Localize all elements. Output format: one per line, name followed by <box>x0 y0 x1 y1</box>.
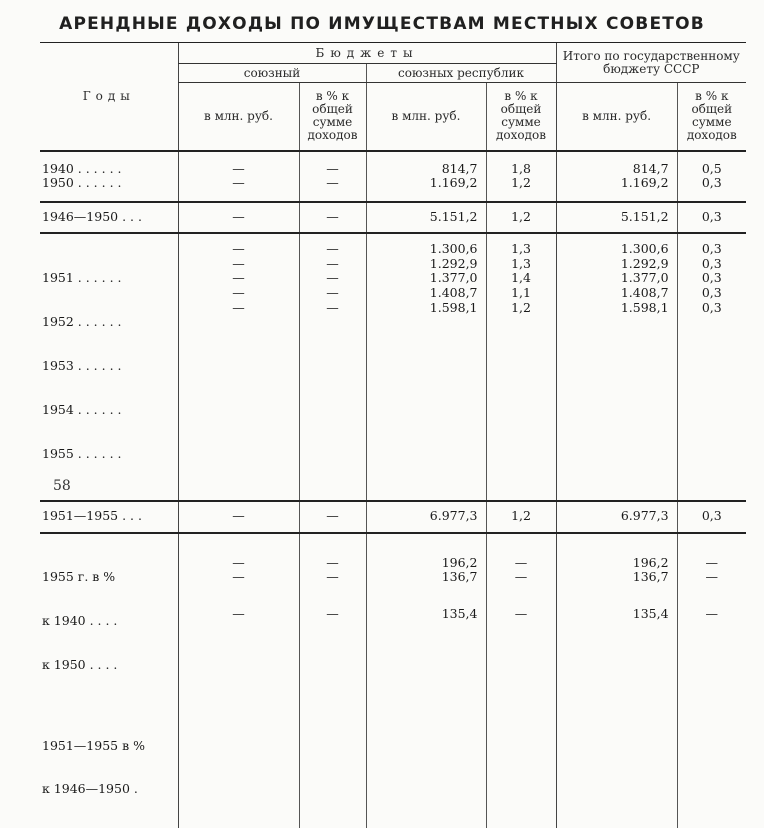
value: — <box>514 569 528 585</box>
blank <box>678 541 747 556</box>
year-label: 1946—1950 . . . <box>40 202 178 234</box>
value: — <box>326 270 339 286</box>
value: — <box>232 285 245 301</box>
spacer <box>179 585 299 593</box>
year-cell <box>40 233 178 501</box>
value: — <box>232 299 245 315</box>
blank <box>300 541 366 556</box>
value: 1.408,7 <box>620 285 669 301</box>
union-pct-cell: — <box>299 501 366 533</box>
value: 1.300,6 <box>620 241 669 257</box>
rep-mln-cell: 5.151,2 <box>366 202 486 234</box>
year-label: 1955 . . . . . . <box>42 445 122 461</box>
value: 1.598,1 <box>620 299 669 315</box>
value: 1,3 <box>511 255 531 271</box>
blank <box>487 593 556 608</box>
value: 136,7 <box>441 569 478 585</box>
blank <box>179 541 299 556</box>
blank <box>300 593 366 608</box>
union-mln-header: в млн. руб. <box>178 83 299 151</box>
total-header: Итого по государственному бюджету СССР <box>556 43 746 83</box>
value: — <box>232 160 245 176</box>
tot-mln-cell: 5.151,2 <box>556 202 677 234</box>
budgets-header: Бюджеты <box>178 43 556 64</box>
rep-pct-cell: 1,2 <box>486 501 556 533</box>
value: 1.408,7 <box>429 285 478 301</box>
rep-mln-header: в млн. руб. <box>366 83 486 151</box>
value: 1,8 <box>511 160 531 176</box>
value: 1.292,9 <box>429 255 478 271</box>
value: — <box>326 175 339 191</box>
tot-pct-header: в % к общей сумме доходов <box>677 83 746 151</box>
value: 1,3 <box>511 241 531 257</box>
rep-mln-cell: 6.977,3 <box>366 501 486 533</box>
group-percentages <box>40 533 746 828</box>
tot-mln-cell: 6.977,3 <box>556 501 677 533</box>
value: 1.377,0 <box>620 270 669 286</box>
tot-pct-cell: 0,3 <box>677 501 746 533</box>
value: 196,2 <box>632 554 669 570</box>
tot-mln-cell <box>556 533 677 828</box>
republics-header: союзных республик <box>366 64 556 83</box>
table-row <box>40 533 746 828</box>
page-title: АРЕНДНЫЕ ДОХОДЫ ПО ИМУЩЕСТВАМ МЕСТНЫХ СОВЕТОВ <box>59 14 705 34</box>
value: — <box>326 569 339 585</box>
year-label: к 1950 . . . . <box>42 656 118 672</box>
value: 0,3 <box>701 285 722 301</box>
value: — <box>514 606 528 622</box>
year-label: 1953 . . . . . . <box>42 358 122 374</box>
value: 814,7 <box>441 160 478 176</box>
tot-pct-cell <box>677 533 746 828</box>
tot-pct-cell <box>677 233 746 501</box>
year-label: к 1940 . . . . <box>42 612 118 628</box>
spacer <box>487 585 556 593</box>
group-1940-1950 <box>40 151 746 202</box>
value: 135,4 <box>441 606 478 622</box>
tot-pct-cell <box>677 151 746 202</box>
year-label: к 1946—1950 . <box>42 781 138 797</box>
union-mln-cell: — <box>178 202 299 234</box>
value: 0,5 <box>701 160 722 176</box>
blank <box>179 593 299 608</box>
year-label: 1951—1955 . . . <box>40 501 178 533</box>
rep-pct-cell <box>486 533 556 828</box>
value: 0,3 <box>701 270 722 286</box>
value: 1,2 <box>511 299 531 315</box>
value: 1.169,2 <box>429 175 478 191</box>
group-1946-1950 <box>40 202 746 234</box>
tot-mln-header: в млн. руб. <box>556 83 677 151</box>
value: 1.377,0 <box>429 270 478 286</box>
table-header <box>40 43 746 151</box>
year-label: 1954 . . . . . . <box>42 401 122 417</box>
tot-pct-cell: 0,3 <box>677 202 746 234</box>
page-number: 58 <box>53 478 71 494</box>
tot-mln-cell <box>556 151 677 202</box>
value: — <box>705 569 719 585</box>
spacer <box>300 585 366 593</box>
table-row <box>40 233 746 501</box>
spacer <box>42 702 178 710</box>
value: 0,3 <box>701 255 722 271</box>
rep-mln-cell <box>366 533 486 828</box>
union-mln-cell <box>178 233 299 501</box>
group-1951-1955-total <box>40 501 746 533</box>
group-1951-1955 <box>40 233 746 501</box>
union-header: союзный <box>178 64 366 83</box>
value: 1.169,2 <box>620 175 669 191</box>
value: 135,4 <box>632 606 669 622</box>
value: 0,3 <box>701 299 722 315</box>
rep-mln-cell <box>366 151 486 202</box>
blank <box>557 593 669 608</box>
value: 196,2 <box>441 554 478 570</box>
year-label: 1940 . . . . . . <box>42 160 122 176</box>
value: — <box>705 606 719 622</box>
value: — <box>232 270 245 286</box>
union-pct-cell <box>299 533 366 828</box>
table-row <box>40 501 746 533</box>
spacer <box>367 585 478 593</box>
value: 814,7 <box>632 160 669 176</box>
rep-pct-cell: 1,2 <box>486 202 556 234</box>
value: — <box>705 554 719 570</box>
value: 1.598,1 <box>429 299 478 315</box>
union-mln-cell: — <box>178 501 299 533</box>
rep-pct-cell <box>486 151 556 202</box>
table-row <box>40 202 746 234</box>
value: — <box>326 255 339 271</box>
union-pct-cell <box>299 233 366 501</box>
tot-mln-cell <box>556 233 677 501</box>
value: 136,7 <box>632 569 669 585</box>
value: — <box>232 606 245 622</box>
value: — <box>232 255 245 271</box>
value: 1,4 <box>511 270 531 286</box>
value: — <box>232 241 245 257</box>
row-title: 1955 г. в % <box>42 569 116 585</box>
blank <box>557 541 669 556</box>
blank <box>367 593 478 608</box>
year-label: 1952 . . . . . . <box>42 314 122 330</box>
value: — <box>326 554 339 570</box>
value: — <box>232 569 245 585</box>
value: — <box>326 285 339 301</box>
value: 1,1 <box>511 285 531 301</box>
year-label: 1951 . . . . . . <box>42 270 122 286</box>
blank <box>678 593 747 608</box>
value: — <box>326 160 339 176</box>
union-pct-header: в % к общей сумме доходов <box>299 83 366 151</box>
value: — <box>326 299 339 315</box>
value: — <box>514 554 528 570</box>
value: — <box>326 606 339 622</box>
years-header: Годы <box>40 43 178 151</box>
rental-income-table <box>40 42 746 828</box>
rep-pct-cell <box>486 233 556 501</box>
value: 0,3 <box>701 241 722 257</box>
year-label: 1950 . . . . . . <box>42 175 122 191</box>
value: 1.292,9 <box>620 255 669 271</box>
table-row <box>40 151 746 202</box>
spacer <box>678 585 747 593</box>
blank <box>487 541 556 556</box>
rep-mln-cell <box>366 233 486 501</box>
year-cell <box>40 151 178 202</box>
union-pct-cell <box>299 151 366 202</box>
value: — <box>232 175 245 191</box>
value: 1.300,6 <box>429 241 478 257</box>
spacer <box>557 585 669 593</box>
union-mln-cell <box>178 533 299 828</box>
value: 1,2 <box>511 175 531 191</box>
row-title: 1951—1955 в % <box>42 737 145 753</box>
rep-pct-header: в % к общей сумме доходов <box>486 83 556 151</box>
value: — <box>232 554 245 570</box>
union-mln-cell <box>178 151 299 202</box>
value: 0,3 <box>701 175 722 191</box>
year-cell <box>40 533 178 828</box>
blank <box>367 541 478 556</box>
value: — <box>326 241 339 257</box>
union-pct-cell: — <box>299 202 366 234</box>
